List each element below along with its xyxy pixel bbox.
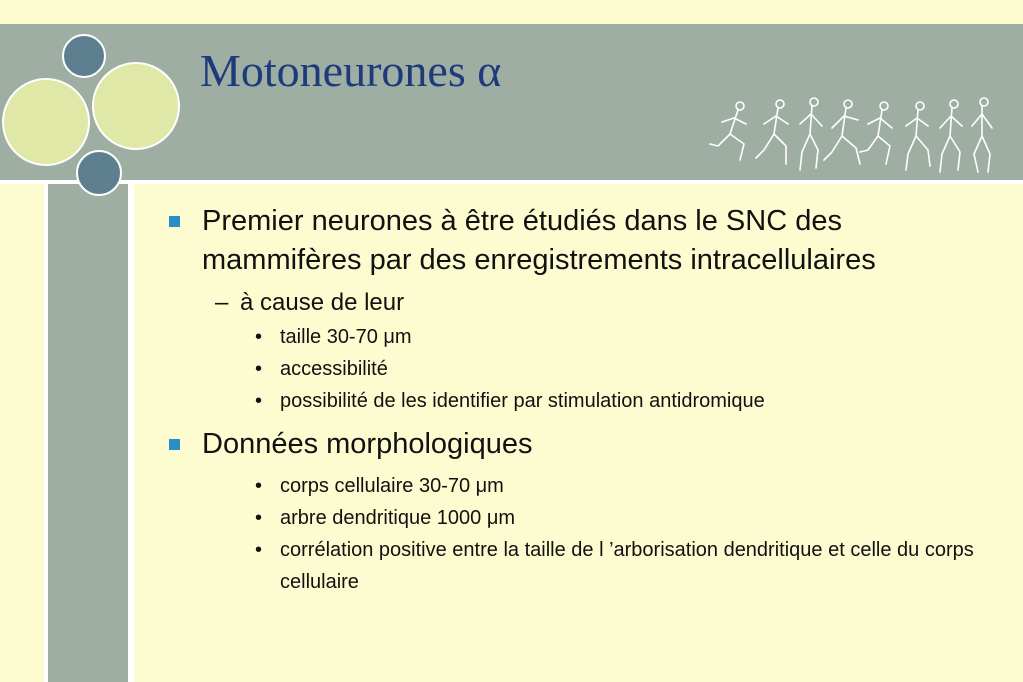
- bullet-level2: [215, 286, 1000, 319]
- decor-circle-small-top: [62, 34, 106, 78]
- dot-bullet-icon: •: [255, 358, 263, 380]
- top-band: [0, 0, 1023, 24]
- bullet-text: possibilité de les identifier par stimulation antidromique: [280, 390, 765, 412]
- bullet-level3: [255, 470, 1000, 502]
- bullet-level1: [160, 425, 1000, 464]
- bullet-level3: [255, 321, 1000, 353]
- dot-bullet-icon: •: [255, 539, 263, 561]
- bullet-text: taille 30-70 μm: [280, 326, 412, 348]
- dot-bullet-icon: •: [255, 475, 263, 497]
- bullet-text: accessibilité: [280, 358, 388, 380]
- bullet-text: Données morphologiques: [202, 428, 533, 460]
- dash-bullet-icon: –: [215, 289, 229, 316]
- bullet-level3: [255, 534, 1000, 598]
- decor-circle-large-right: [92, 62, 180, 150]
- dot-bullet-icon: •: [255, 507, 263, 529]
- bullet-text: corrélation positive entre la taille de l ’arborisation dendritique et celle du corps cellulaire: [280, 539, 974, 593]
- bullet-level3: [255, 385, 1000, 417]
- slide-title: Motoneurones α: [200, 45, 502, 96]
- decor-circle-large-left: [2, 78, 90, 166]
- dot-bullet-icon: •: [255, 326, 263, 348]
- bullet-text: corps cellulaire 30-70 μm: [280, 475, 504, 497]
- slide-content: [160, 202, 1000, 598]
- running-figures-icon: [700, 96, 1000, 180]
- bullet-level3: [255, 353, 1000, 385]
- bullet-level3: [255, 502, 1000, 534]
- bullet-text: à cause de leur: [240, 289, 405, 316]
- square-bullet-icon: [169, 216, 180, 227]
- left-column-band: [48, 184, 128, 682]
- decor-circle-small-bottom: [76, 150, 122, 196]
- bullet-text: arbre dendritique 1000 μm: [280, 507, 515, 529]
- bullet-level1: [160, 202, 1000, 280]
- bullet-text: Premier neurones à être étudiés dans le SNC des mammifères par des enregistrements intracellulaires: [202, 205, 876, 276]
- square-bullet-icon: [169, 439, 180, 450]
- divider-vertical-right: [128, 184, 134, 682]
- dot-bullet-icon: •: [255, 390, 263, 412]
- divider-horizontal: [0, 180, 1023, 184]
